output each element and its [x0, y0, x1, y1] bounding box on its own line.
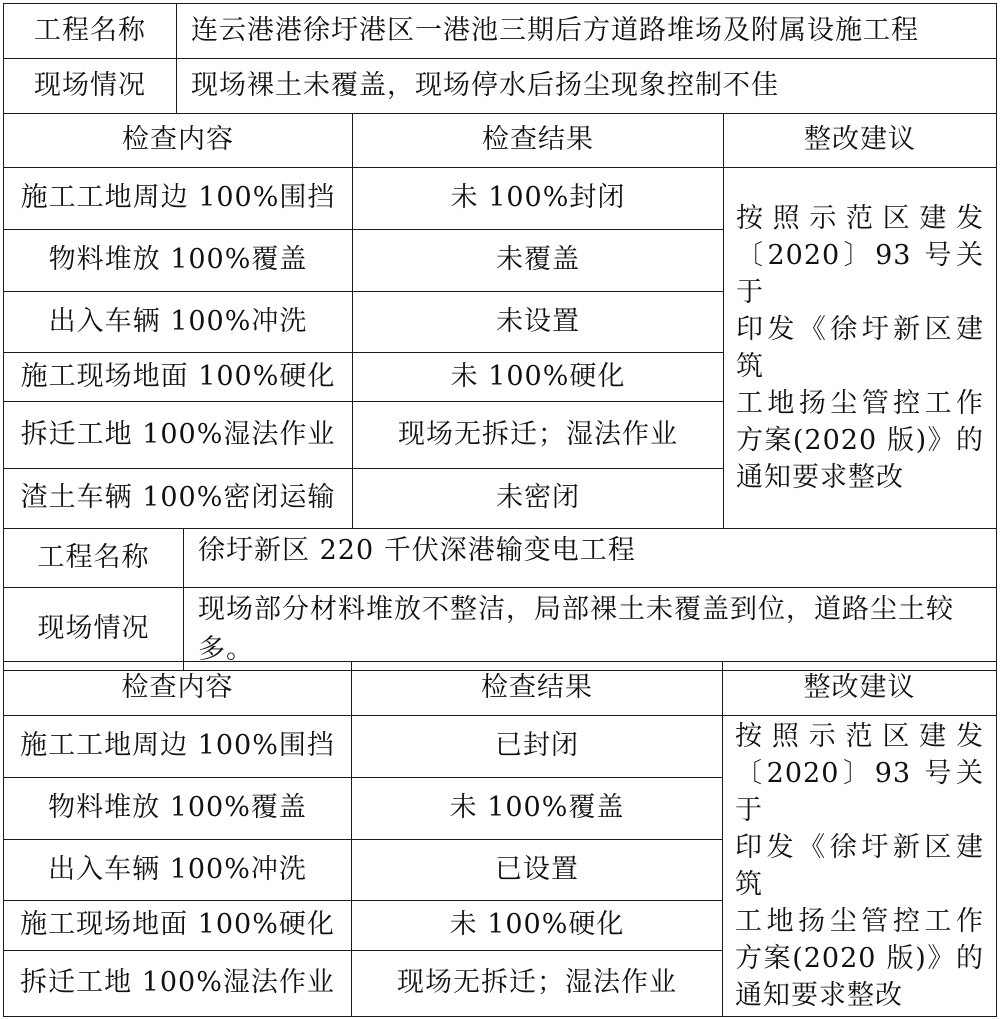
check-item: 出入车辆 100%冲洗	[4, 292, 353, 353]
table-row	[4, 168, 997, 230]
advice-line: 工地扬尘管控工作	[736, 388, 984, 419]
site-situation-label: 现场情况	[4, 588, 184, 671]
check-result: 未覆盖	[353, 230, 724, 292]
advice-line: 工地扬尘管控工作	[735, 906, 984, 937]
check-result: 已封闭	[352, 716, 723, 778]
check-item: 施工工地周边 100%围挡	[4, 168, 353, 230]
check-content-header: 检查内容	[4, 662, 352, 716]
site-situation-value: 现场裸土未覆盖，现场停水后扬尘现象控制不佳	[177, 59, 997, 114]
advice-line: 通知要求整改	[736, 462, 904, 493]
check-item: 施工工地周边 100%围挡	[4, 716, 352, 778]
advice-line: 按照示范区建发	[735, 721, 984, 752]
check-item: 物料堆放 100%覆盖	[4, 778, 352, 840]
check-result: 未设置	[353, 292, 724, 353]
advice-line: 印发《徐圩新区建筑	[735, 832, 984, 900]
site-situation-label: 现场情况	[4, 59, 177, 114]
check-result: 未 100%硬化	[353, 353, 724, 402]
check-item: 渣土车辆 100%密闭运输	[4, 469, 353, 529]
project-2-checklist-table	[3, 661, 997, 1017]
table-row	[4, 716, 997, 778]
check-result-header: 检查结果	[353, 114, 724, 168]
check-item: 出入车辆 100%冲洗	[4, 840, 352, 901]
check-result: 未密闭	[353, 469, 724, 529]
site-situation-line: 多。	[198, 634, 254, 665]
project-name-label: 工程名称	[4, 4, 177, 59]
check-item: 拆迁工地 100%湿法作业	[4, 951, 352, 1017]
check-result: 未 100%覆盖	[352, 778, 723, 840]
advice-line: 按照示范区建发	[736, 203, 984, 234]
rectification-advice	[724, 168, 997, 529]
check-item: 拆迁工地 100%湿法作业	[4, 402, 353, 469]
check-result: 未 100%封闭	[353, 168, 724, 230]
check-item: 物料堆放 100%覆盖	[4, 230, 353, 292]
check-content-header: 检查内容	[4, 114, 353, 168]
check-result: 现场无拆迁；湿法作业	[353, 402, 724, 469]
check-result: 现场无拆迁；湿法作业	[352, 951, 723, 1017]
project-2-info-table	[3, 528, 997, 671]
project-name-value: 徐圩新区 220 千伏深港输变电工程	[184, 529, 997, 588]
check-result-header: 检查结果	[352, 662, 723, 716]
project-1-info-table	[3, 3, 997, 114]
advice-line: 印发《徐圩新区建筑	[736, 314, 984, 382]
check-result: 已设置	[352, 840, 723, 901]
site-situation-line: 现场部分材料堆放不整洁，局部裸土未覆盖到位，道路尘土较	[198, 594, 954, 625]
advice-line: 通知要求整改	[735, 980, 903, 1011]
advice-line: 〔2020〕93 号关于	[735, 758, 984, 826]
project-name-value: 连云港港徐圩港区一港池三期后方道路堆场及附属设施工程	[177, 4, 997, 59]
rectification-header: 整改建议	[723, 662, 997, 716]
project-1-checklist-table	[3, 113, 997, 529]
rectification-advice	[723, 716, 997, 1017]
advice-line: 方案(2020 版)》的	[735, 943, 984, 974]
project-name-label: 工程名称	[4, 529, 184, 588]
site-situation-value	[184, 588, 997, 671]
check-item: 施工现场地面 100%硬化	[4, 353, 353, 402]
advice-line: 方案(2020 版)》的	[736, 425, 984, 456]
check-result: 未 100%硬化	[352, 901, 723, 951]
advice-line: 〔2020〕93 号关于	[736, 240, 984, 308]
rectification-header: 整改建议	[724, 114, 997, 168]
check-item: 施工现场地面 100%硬化	[4, 901, 352, 951]
